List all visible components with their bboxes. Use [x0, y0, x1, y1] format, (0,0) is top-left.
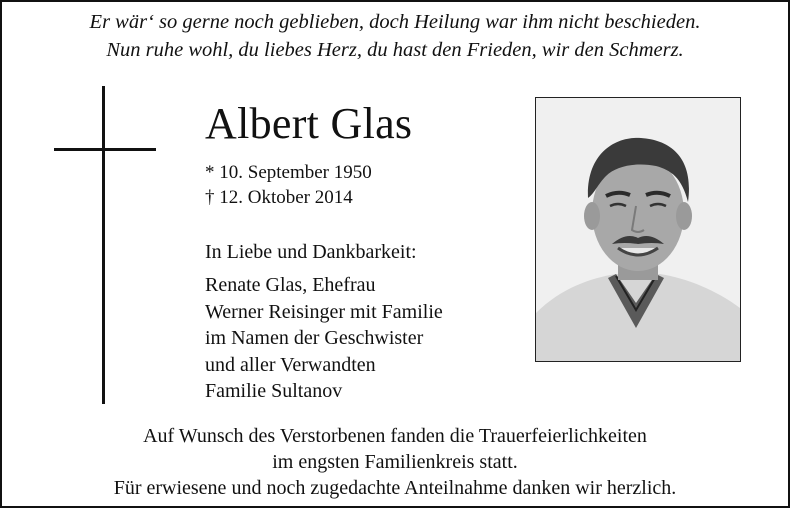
portrait-photo — [535, 97, 741, 362]
cross-icon — [54, 86, 156, 404]
footer-line-3: Für erwiesene und noch zugedachte Anteilnahme danken wir herzlich. — [113, 477, 677, 499]
cross-vertical-bar — [102, 86, 105, 404]
memorial-quote — [2, 8, 788, 64]
death-date: † 12. Oktober 2014 — [205, 187, 353, 208]
footer-line-2: im engsten Familienkreis statt. — [272, 451, 518, 473]
mourner-line: und aller Verwandten — [205, 353, 376, 376]
mourner-line: Werner Reisinger mit Familie — [205, 300, 443, 323]
mourners-list — [205, 272, 443, 405]
mourner-line: Renate Glas, Ehefrau — [205, 274, 376, 296]
cross-horizontal-bar — [54, 148, 156, 151]
portrait-image — [536, 98, 740, 361]
quote-line-1: Er wär‘ so gerne noch geblieben, doch Heilung war ihm nicht beschieden. — [89, 11, 701, 33]
mourner-line: Familie Sultanov — [205, 380, 343, 402]
birth-date: * 10. September 1950 — [205, 162, 372, 183]
footer-text — [2, 423, 788, 501]
deceased-name: Albert Glas — [205, 99, 413, 148]
mourner-line: im Namen der Geschwister — [205, 327, 424, 349]
life-dates — [205, 160, 372, 210]
quote-line-2: Nun ruhe wohl, du liebes Herz, du hast den Frieden, wir den Schmerz. — [106, 39, 684, 61]
footer-line-1: Auf Wunsch des Verstorbenen fanden die Trauerfeierlichkeiten — [143, 425, 647, 447]
thanks-heading: In Liebe und Dankbarkeit: — [205, 241, 417, 263]
